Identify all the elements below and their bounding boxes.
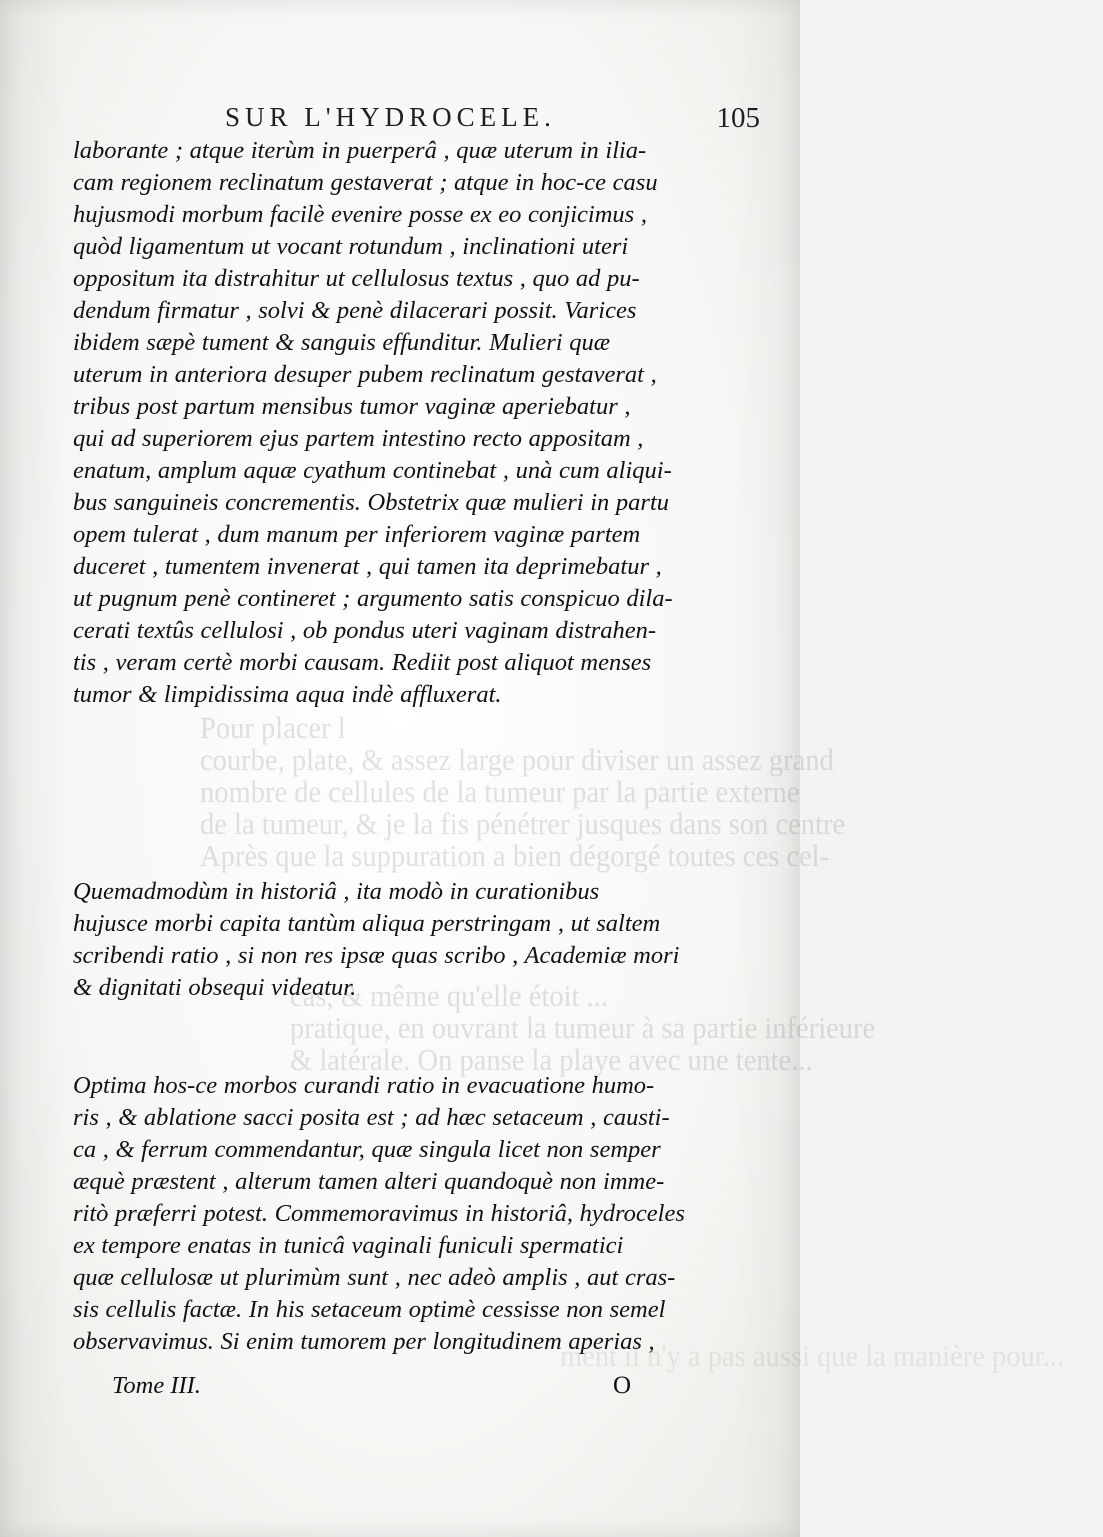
text-line: & dignitati obsequi videatur. <box>73 974 357 1001</box>
text-line: ris , & ablatione sacci posita est ; ad hæc setaceum , causti- <box>73 1104 670 1131</box>
text-line: Quemadmodùm in historiâ , ita modò in curationibus <box>73 878 600 905</box>
page-footer <box>112 1372 672 1412</box>
text-line: observavimus. Si enim tumorem per longitudinem aperias , <box>73 1328 655 1355</box>
running-title: SUR L'HYDROCELE. <box>225 102 556 132</box>
text-line: laborante ; atque iterùm in puerperâ , quæ uterum in ilia- <box>73 137 647 164</box>
signature-mark: O <box>613 1372 632 1399</box>
text-line: ibidem sæpè tument & sanguis effunditur. Mulieri quæ <box>73 329 611 356</box>
volume-label: Tome III. <box>112 1372 201 1399</box>
text-line: ritò præferri potest. Commemoravimus in historiâ, hydroceles <box>73 1200 685 1227</box>
show-through-line: ment il n'y a pas aussi que la manière pour... <box>560 1338 1065 1373</box>
text-line: Optima hos-ce morbos curandi ratio in evacuatione humo- <box>73 1072 655 1099</box>
text-line: ca , & ferrum commendantur, quæ singula licet non semper <box>73 1136 661 1163</box>
text-line: duceret , tumentem invenerat , qui tamen ita deprimebatur , <box>73 553 662 580</box>
text-line: quæ cellulosæ ut plurimùm sunt , nec adeò amplis , aut cras- <box>73 1264 676 1291</box>
text-line: bus sanguineis concrementis. Obstetrix quæ mulieri in partu <box>73 489 669 516</box>
show-through-line: Pour placer l <box>200 710 346 745</box>
text-line: scribendi ratio , si non res ipsæ quas scribo , Academiæ mori <box>73 942 680 969</box>
text-line: tumor & limpidissima aqua indè affluxerat. <box>73 681 502 708</box>
text-line: cerati textûs cellulosi , ob pondus uteri vaginam distrahen- <box>73 617 657 644</box>
show-through-text-top <box>200 710 846 873</box>
text-line: æquè præstent , alterum tamen alteri quandoquè non imme- <box>73 1168 665 1195</box>
show-through-line: & latérale. On panse la playe avec une tente... <box>290 1042 813 1077</box>
text-line: enatum, amplum aquæ cyathum continebat , unà cum aliqui- <box>73 457 672 484</box>
show-through-line: nombre de cellules de la tumeur par la partie externe <box>200 774 800 809</box>
body-paragraph-3 <box>73 1070 766 1358</box>
show-through-line: cas, & même qu'elle étoit ... <box>290 978 608 1013</box>
text-line: hujusce morbi capita tantùm aliqua perstringam , ut saltem <box>73 910 661 937</box>
show-through-line: de la tumeur, & je la fis pénétrer jusques dans son centre <box>200 806 846 841</box>
text-line: oppositum ita distrahitur ut cellulosus textus , quo ad pu- <box>73 265 640 292</box>
text-line: ex tempore enatas in tunicâ vaginali funiculi spermatici <box>73 1232 624 1259</box>
text-line: uterum in anteriora desuper pubem reclinatum gestaverat , <box>73 361 657 388</box>
body-paragraph-2 <box>73 876 766 1004</box>
show-through-line: Après que la suppuration a bien dégorgé toutes ces cel- <box>200 838 830 873</box>
text-line: ut pugnum penè contineret ; argumento satis conspicuo dila- <box>73 585 673 612</box>
page-number: 105 <box>716 102 760 134</box>
text-line: opem tulerat , dum manum per inferiorem vaginæ partem <box>73 521 641 548</box>
page-header <box>225 102 760 136</box>
text-line: qui ad superiorem ejus partem intestino recto appositam , <box>73 425 644 452</box>
text-line: tis , veram certè morbi causam. Rediit post aliquot menses <box>73 649 652 676</box>
body-paragraph-1 <box>73 135 766 711</box>
show-through-line: pratique, en ouvrant la tumeur à sa partie inférieure <box>290 1010 876 1045</box>
text-line: cam regionem reclinatum gestaverat ; atque in hoc-ce casu <box>73 169 658 196</box>
text-line: dendum firmatur , solvi & penè dilacerari possit. Varices <box>73 297 637 324</box>
text-line: quòd ligamentum ut vocant rotundum , inclinationi uteri <box>73 233 629 260</box>
text-line: sis cellulis factæ. In his setaceum optimè cessisse non semel <box>73 1296 666 1323</box>
show-through-line: courbe, plate, & assez large pour diviser un assez grand <box>200 742 834 777</box>
text-line: tribus post partum mensibus tumor vaginæ aperiebatur , <box>73 393 631 420</box>
text-line: hujusmodi morbum facilè evenire posse ex eo conjicimus , <box>73 201 647 228</box>
